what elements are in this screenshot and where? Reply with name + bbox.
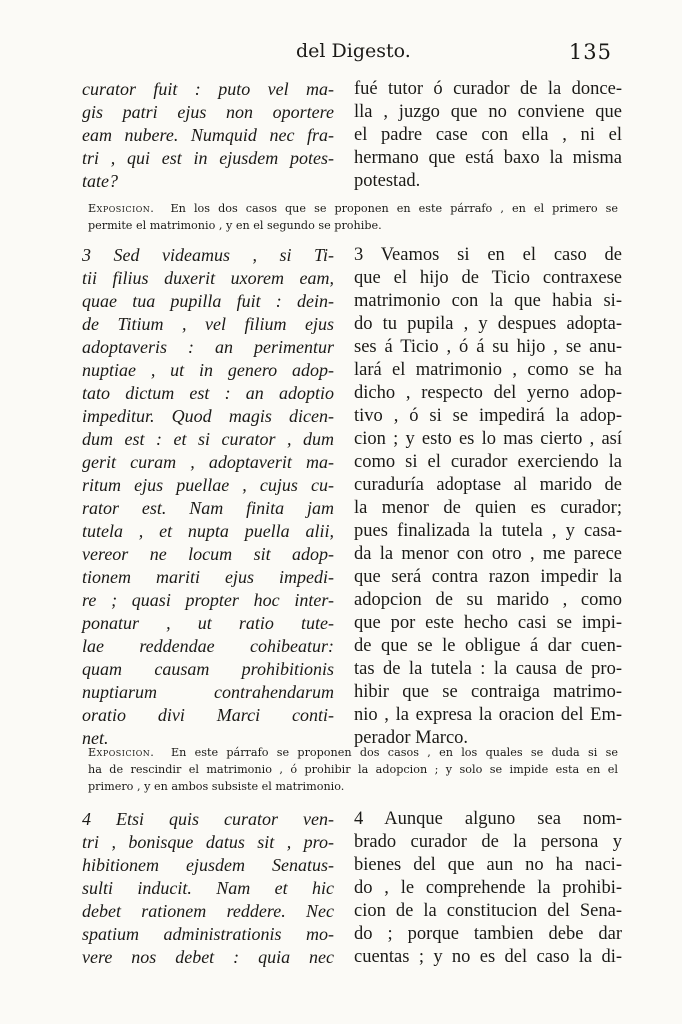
spanish-line: cuentas ; y no es del caso la di- bbox=[354, 947, 622, 967]
spanish-line: adopcion de su marido , como bbox=[354, 590, 622, 610]
latin-line: hibitionem ejusdem Senatus- bbox=[82, 855, 334, 875]
spanish-line: potestad. bbox=[354, 171, 421, 191]
spanish-line: 4 Aunque alguno sea nom- bbox=[354, 809, 622, 829]
latin-line: 4 Etsi quis curator ven- bbox=[82, 809, 334, 829]
spanish-line: nio , la expresa la oracion del Em- bbox=[354, 705, 622, 725]
latin-line: re ; quasi propter hoc inter- bbox=[82, 590, 334, 610]
spanish-line: do tu pupila , y despues adopta- bbox=[354, 314, 622, 334]
spanish-line: que será contra razon impedir la bbox=[354, 567, 622, 587]
latin-line: nuptiae , ut in genero adop- bbox=[82, 360, 334, 380]
spanish-line: ses á Ticio , ó á su hijo , se anu- bbox=[354, 337, 622, 357]
exposicion-lead: Exposicion. bbox=[88, 746, 155, 759]
latin-line: nuptiarum contrahendarum bbox=[82, 682, 334, 702]
latin-line: curator fuit : puto vel ma- bbox=[82, 79, 334, 99]
latin-line: vereor ne locum sit adop- bbox=[82, 544, 334, 564]
spanish-line: do , le comprehende la prohibi- bbox=[354, 878, 622, 898]
latin-line: oratio divi Marci conti- bbox=[82, 705, 334, 725]
spanish-line: do ; porque tambien debe dar bbox=[354, 924, 622, 944]
latin-line: sulti inducit. Nam et hic bbox=[82, 878, 334, 898]
latin-column-1 bbox=[82, 78, 334, 193]
latin-line: tionem mariti ejus impedi- bbox=[82, 567, 334, 587]
section-4 bbox=[82, 808, 622, 969]
exposicion-text: primero , y en ambos subsiste el matrimonio. bbox=[88, 780, 345, 793]
latin-line: tri , qui est in ejusdem potes- bbox=[82, 148, 334, 168]
latin-line: gis patri ejus non oportere bbox=[82, 102, 334, 122]
spanish-line: perador Marco. bbox=[354, 728, 469, 748]
latin-line: net. bbox=[82, 728, 109, 748]
spanish-line: de que se le obligue á dar cuen- bbox=[354, 636, 622, 656]
latin-column-3 bbox=[82, 244, 334, 750]
exposicion-lead: Exposicion. bbox=[88, 202, 155, 215]
section-3 bbox=[82, 244, 622, 750]
spanish-column-4 bbox=[354, 808, 622, 969]
latin-line: ponatur , ut ratio tute- bbox=[82, 613, 334, 633]
page-number: 135 bbox=[568, 40, 612, 64]
latin-column-4 bbox=[82, 808, 334, 969]
spanish-line: curaduría adoptase al marido de bbox=[354, 475, 622, 495]
spanish-line: bienes del que aun no ha naci- bbox=[354, 855, 622, 875]
latin-line: tato dictum est : an adoptio bbox=[82, 383, 334, 403]
spanish-line: como si el curador exerciendo la bbox=[354, 452, 622, 472]
spanish-column-1 bbox=[354, 78, 622, 193]
exposicion-text: permite el matrimonio , y en el segundo se prohibe. bbox=[88, 219, 382, 232]
page-header bbox=[0, 40, 682, 70]
spanish-line: tas de la tutela : la causa de pro- bbox=[354, 659, 622, 679]
latin-line: tri , bonisque datus sit , pro- bbox=[82, 832, 334, 852]
latin-line: debet rationem reddere. Nec bbox=[82, 901, 334, 921]
section-1 bbox=[82, 78, 622, 193]
latin-line: ritum ejus puellae , cujus cu- bbox=[82, 475, 334, 495]
spanish-line: brado curador de la persona y bbox=[354, 832, 622, 852]
exposicion-2 bbox=[88, 744, 618, 795]
spanish-line: la menor de quien es curador; bbox=[354, 498, 622, 518]
spanish-line: cion ; y esto es lo mas cierto , así bbox=[354, 429, 622, 449]
spanish-line: lla , juzgo que no conviene que bbox=[354, 102, 622, 122]
spanish-line: fué tutor ó curador de la donce- bbox=[354, 79, 622, 99]
latin-line: lae reddendae cohibeatur: bbox=[82, 636, 334, 656]
spanish-line: que el hijo de Ticio contraxese bbox=[354, 268, 622, 288]
latin-line: quae tua pupilla fuit : dein- bbox=[82, 291, 334, 311]
spanish-line: que por este hecho casi se impi- bbox=[354, 613, 622, 633]
exposicion-text: En este párrafo se proponen dos casos , en los quales se duda si se bbox=[170, 746, 618, 759]
latin-line: tutela , et nupta puella alii, bbox=[82, 521, 334, 541]
exposicion-text: En los dos casos que se proponen en este párrafo , en el primero se bbox=[170, 202, 618, 215]
spanish-line: cion de la constitucion del Sena- bbox=[354, 901, 622, 921]
latin-line: quam causam prohibitionis bbox=[82, 659, 334, 679]
exposicion-1 bbox=[88, 200, 618, 234]
latin-line: impeditur. Quod magis dicen- bbox=[82, 406, 334, 426]
latin-line: tii filius duxerit uxorem eam, bbox=[82, 268, 334, 288]
spanish-line: hermano que está baxo la misma bbox=[354, 148, 622, 168]
exposicion-text: ha de rescindir el matrimonio , ó prohibir la adopcion ; y solo se impide esta en el bbox=[88, 763, 618, 776]
spanish-line: pues finalizada la tutela , y casa- bbox=[354, 521, 622, 541]
latin-line: tate? bbox=[82, 171, 118, 191]
spanish-line: tivo , ó si se impedirá la adop- bbox=[354, 406, 622, 426]
latin-line: eam nubere. Numquid nec fra- bbox=[82, 125, 334, 145]
latin-line: gerit curam , adoptaverit ma- bbox=[82, 452, 334, 472]
running-title: del Digesto. bbox=[296, 40, 411, 62]
spanish-column-3 bbox=[354, 244, 622, 750]
spanish-line: matrimonio con la que habia si- bbox=[354, 291, 622, 311]
spanish-line: 3 Veamos si en el caso de bbox=[354, 245, 622, 265]
latin-line: de Titium , vel filium ejus bbox=[82, 314, 334, 334]
latin-line: dum est : et si curator , dum bbox=[82, 429, 334, 449]
latin-line: adoptaveris : an perimentur bbox=[82, 337, 334, 357]
spanish-line: hibir que se contraiga matrimo- bbox=[354, 682, 622, 702]
latin-line: rator est. Nam finita jam bbox=[82, 498, 334, 518]
latin-line: vere nos debet : quia nec bbox=[82, 947, 334, 967]
spanish-line: da la menor con otro , me parece bbox=[354, 544, 622, 564]
spanish-line: lará el matrimonio , como se ha bbox=[354, 360, 622, 380]
latin-line: 3 Sed videamus , si Ti- bbox=[82, 245, 334, 265]
latin-line: spatium administrationis mo- bbox=[82, 924, 334, 944]
spanish-line: el padre case con ella , ni el bbox=[354, 125, 622, 145]
spanish-line: dicho , respecto del yerno adop- bbox=[354, 383, 622, 403]
